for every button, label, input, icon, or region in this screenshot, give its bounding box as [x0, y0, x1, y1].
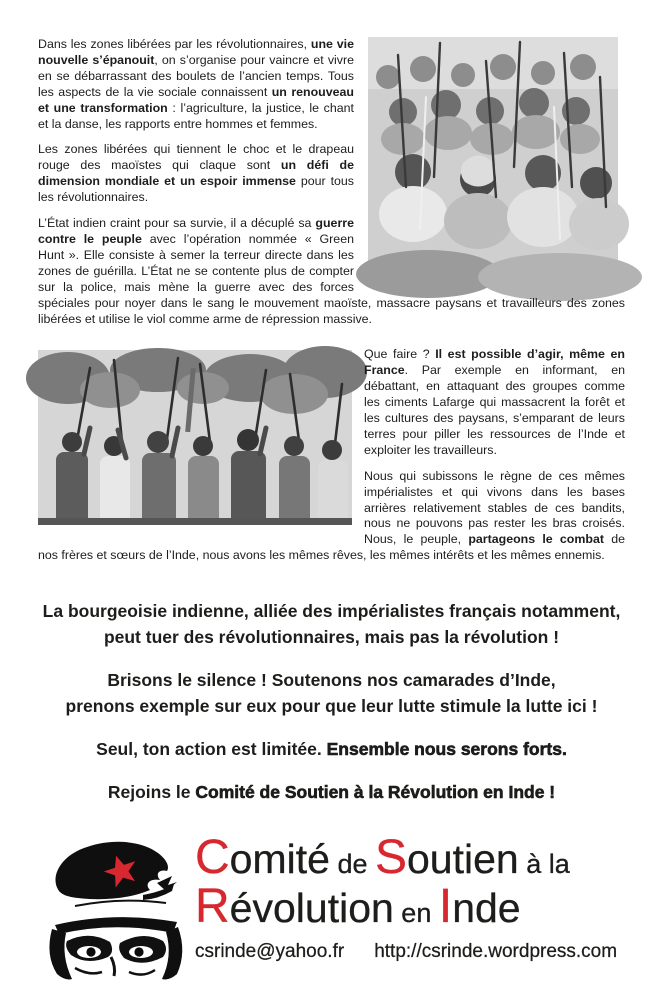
- crowd-photo-illustration: [368, 37, 618, 278]
- bold-emphasis: une vie nouvelle s’épanouit: [38, 37, 355, 67]
- slogan-ensemble: [38, 736, 625, 762]
- text-run: Seul, ton action est limitée.: [96, 739, 327, 760]
- text-run: Dans les zones libérées par les révolutionnaires,: [38, 37, 311, 51]
- slogan-rejoins: [38, 779, 625, 805]
- slogan-line: peut tuer des révolutionnaires, mais pas la révolution !: [103, 627, 560, 648]
- website-link[interactable]: http://csrinde.wordpress.com: [374, 941, 618, 963]
- slogans-section: [38, 598, 625, 805]
- title-line-1: [195, 831, 617, 885]
- title-text-small: à la: [518, 849, 570, 880]
- red-initial-I: I: [438, 880, 453, 934]
- text-run: Que faire ?: [364, 347, 436, 362]
- left-eye: [86, 948, 95, 957]
- slogan-line: La bourgeoisie indienne, alliée des impérialistes français notamment,: [42, 601, 621, 622]
- bold-emphasis: guerre contre le peuple: [38, 216, 354, 246]
- text-run: : l’agriculture, la justice, le chant et la danse, les rapports entre hommes et femmes.: [38, 100, 354, 131]
- slogan-line: Brisons le silence ! Soutenons nos camarades d’Inde,: [107, 670, 556, 691]
- brim-shadow: [55, 917, 177, 934]
- email-link[interactable]: csrinde@yahoo.fr: [195, 941, 345, 963]
- intro-section: [38, 37, 625, 337]
- slogan-line: prenons exemple sur eux pour que leur lutte stimule la lutte ici !: [65, 696, 598, 717]
- photo-crowd-women: [368, 37, 618, 278]
- footer-brand: [38, 833, 625, 983]
- title-text: omité: [229, 836, 330, 883]
- title-text: outien: [407, 836, 519, 883]
- text-run-heavy: Comité de Soutien à la Révolution en Inde !: [195, 782, 556, 803]
- bold-emphasis: partageons le combat: [468, 532, 604, 547]
- action-section: [38, 347, 625, 574]
- text-run: avec l’opération nommée « Green Hunt ». Elle consiste à semer la terreur directe dans les zones de guérilla. L’État ne se contente plus de compter sur la police, mais mène la guerre avec des forces spéciales pour noyer dans le sang le mouvement maoïste, massacre paysans et travailleurs des zones libérées et utilise le viol comme arme de répression massive.: [38, 231, 625, 326]
- contact-line: [195, 941, 617, 963]
- bold-emphasis: un renouveau et une transformation: [38, 84, 354, 115]
- title-line-2: [195, 880, 617, 934]
- red-initial-R: R: [195, 880, 230, 934]
- slogan-bourgeoisie: [38, 598, 625, 650]
- right-eye: [134, 948, 143, 957]
- title-text-small: en: [393, 898, 439, 929]
- title-text-small: de: [329, 849, 375, 880]
- red-initial-C: C: [195, 831, 230, 885]
- text-run-heavy: Ensemble nous serons forts.: [326, 739, 567, 760]
- text-run: Rejoins le: [107, 782, 196, 803]
- bold-emphasis: Il est possible d’agir, même en France: [364, 347, 625, 378]
- text-run: Nous qui subissons le règne de ces mêmes impérialistes et qui vivons dans les bases arrières relativement stables de ces bandits, nous ne pouvons pas rester les bras croisés. Nous, le peuple,: [364, 468, 625, 547]
- bold-emphasis: un défi de dimension mondiale et un espoir immense: [38, 158, 355, 189]
- text-run: Les zones libérées qui tiennent le choc et le drapeau rouge des maoïstes qui claque sont: [38, 142, 354, 173]
- csri-face-logo: [45, 833, 185, 983]
- committee-title: [195, 833, 617, 963]
- text-run: , on s’organise pour vaincre et vivre en se débarrassant des boulets de l’ancien temps. Tous les aspects de la vie sociale connaissent: [38, 52, 354, 99]
- text-run: de nos frères et sœurs de l’Inde, nous avons les mêmes rêves, les mêmes intérêts et les mêmes ennemis.: [38, 532, 625, 563]
- photo-marching-men: [38, 350, 352, 525]
- nose-line: [111, 957, 115, 976]
- text-run: pour tous les révolutionnaires.: [38, 174, 354, 205]
- red-initial-S: S: [374, 831, 407, 885]
- text-run: . Par exemple en informant, en débattant, en attaquant des groupes comme les ciments Lafarge qui massacrent la forêt et les cultures des paysans, s’emparant de leurs terres pour piller les ressources de l’Inde et exploiter les travailleurs.: [364, 363, 625, 457]
- march-photo-illustration: [38, 350, 352, 525]
- slogan-brisons-le-silence: [38, 667, 625, 719]
- title-text: nde: [452, 885, 521, 932]
- title-text: évolution: [229, 885, 394, 932]
- text-run: L’État indien craint pour sa survie, il a décuplé sa: [38, 216, 316, 231]
